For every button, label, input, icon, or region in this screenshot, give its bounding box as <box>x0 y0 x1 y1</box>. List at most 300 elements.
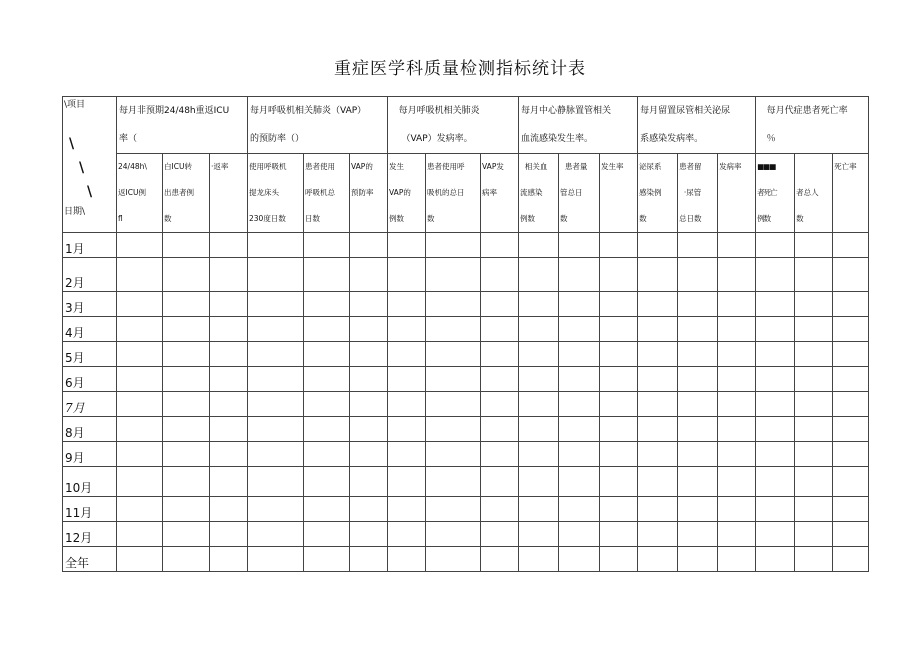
data-cell[interactable] <box>388 497 426 522</box>
data-cell[interactable] <box>718 367 756 392</box>
data-cell[interactable] <box>117 292 163 317</box>
data-cell[interactable] <box>210 442 248 467</box>
data-cell[interactable] <box>426 233 481 258</box>
data-cell[interactable] <box>718 342 756 367</box>
sub-header-cell <box>388 154 426 233</box>
month-label: 6月 <box>63 367 117 392</box>
data-cell[interactable] <box>350 497 388 522</box>
data-cell[interactable] <box>426 367 481 392</box>
data-cell[interactable] <box>678 342 718 367</box>
sub-header-cell <box>833 154 869 233</box>
data-cell[interactable] <box>519 442 559 467</box>
data-cell[interactable] <box>795 497 833 522</box>
data-cell[interactable] <box>678 522 718 547</box>
data-cell[interactable] <box>833 522 869 547</box>
data-cell[interactable] <box>210 292 248 317</box>
data-cell[interactable] <box>388 317 426 342</box>
data-cell[interactable] <box>163 497 210 522</box>
data-cell[interactable] <box>426 547 481 572</box>
data-cell[interactable] <box>388 392 426 417</box>
data-cell[interactable] <box>304 467 350 497</box>
data-cell[interactable] <box>559 417 600 442</box>
data-cell[interactable] <box>638 547 678 572</box>
sub-header-text: 患者量 管总日 数 <box>560 162 588 223</box>
data-cell[interactable] <box>481 317 519 342</box>
data-cell[interactable] <box>210 547 248 572</box>
data-cell[interactable] <box>519 522 559 547</box>
data-cell[interactable] <box>756 233 795 258</box>
data-cell[interactable] <box>210 392 248 417</box>
data-cell[interactable] <box>388 417 426 442</box>
data-cell[interactable] <box>163 522 210 547</box>
group-header-g4 <box>519 97 638 154</box>
data-cell[interactable] <box>833 417 869 442</box>
data-cell[interactable] <box>718 417 756 442</box>
group-header-text: 每月呼吸机相关肺炎（VAP） 的预防率（） <box>250 106 367 144</box>
data-cell[interactable] <box>117 497 163 522</box>
group-header-text: 每月代症患者死亡率 ％ <box>766 106 848 144</box>
data-cell[interactable] <box>210 497 248 522</box>
data-cell[interactable] <box>519 258 559 292</box>
data-cell[interactable] <box>163 467 210 497</box>
data-cell[interactable] <box>600 342 638 367</box>
data-cell[interactable] <box>718 497 756 522</box>
data-cell[interactable] <box>756 467 795 497</box>
data-cell[interactable] <box>795 258 833 292</box>
table-row <box>63 233 869 258</box>
data-cell[interactable] <box>600 367 638 392</box>
data-cell[interactable] <box>350 233 388 258</box>
data-cell[interactable] <box>426 467 481 497</box>
data-cell[interactable] <box>718 392 756 417</box>
data-cell[interactable] <box>756 547 795 572</box>
data-cell[interactable] <box>117 392 163 417</box>
data-cell[interactable] <box>481 547 519 572</box>
data-cell[interactable] <box>559 317 600 342</box>
data-cell[interactable] <box>519 233 559 258</box>
data-cell[interactable] <box>678 292 718 317</box>
group-header-g2 <box>248 97 388 154</box>
data-cell[interactable] <box>210 342 248 367</box>
data-cell[interactable] <box>304 342 350 367</box>
sub-header-text: ·返率 <box>211 162 229 171</box>
month-label: 2月 <box>63 258 117 292</box>
sub-header-text: 患者使用 呼吸机总 日数 <box>305 162 336 223</box>
data-cell[interactable] <box>163 342 210 367</box>
data-cell[interactable] <box>519 547 559 572</box>
data-cell[interactable] <box>117 233 163 258</box>
data-cell[interactable] <box>833 497 869 522</box>
data-cell[interactable] <box>248 258 304 292</box>
data-cell[interactable] <box>117 258 163 292</box>
data-cell[interactable] <box>559 342 600 367</box>
sub-header-cell <box>519 154 559 233</box>
data-cell[interactable] <box>163 417 210 442</box>
data-cell[interactable] <box>163 317 210 342</box>
data-cell[interactable] <box>795 442 833 467</box>
data-cell[interactable] <box>304 317 350 342</box>
data-cell[interactable] <box>559 258 600 292</box>
data-cell[interactable] <box>304 292 350 317</box>
data-cell[interactable] <box>304 547 350 572</box>
data-cell[interactable] <box>388 342 426 367</box>
data-cell[interactable] <box>638 317 678 342</box>
data-cell[interactable] <box>350 258 388 292</box>
corner-item-label: \项目 <box>64 100 86 110</box>
corner-cell <box>63 97 117 233</box>
data-cell[interactable] <box>248 367 304 392</box>
data-cell[interactable] <box>678 233 718 258</box>
data-cell[interactable] <box>600 258 638 292</box>
table-row <box>63 417 869 442</box>
data-cell[interactable] <box>833 392 869 417</box>
data-cell[interactable] <box>481 417 519 442</box>
data-cell[interactable] <box>638 233 678 258</box>
data-cell[interactable] <box>718 317 756 342</box>
data-cell[interactable] <box>833 233 869 258</box>
data-cell[interactable] <box>795 292 833 317</box>
data-cell[interactable] <box>481 442 519 467</box>
data-cell[interactable] <box>756 258 795 292</box>
data-cell[interactable] <box>210 258 248 292</box>
sub-header-text: 患者使用呼 吸机的总日 数 <box>427 162 465 223</box>
data-cell[interactable] <box>248 547 304 572</box>
data-cell[interactable] <box>388 442 426 467</box>
data-cell[interactable] <box>117 417 163 442</box>
data-cell[interactable] <box>350 467 388 497</box>
data-cell[interactable] <box>426 442 481 467</box>
data-cell[interactable] <box>210 317 248 342</box>
data-cell[interactable] <box>600 547 638 572</box>
data-cell[interactable] <box>519 392 559 417</box>
data-cell[interactable] <box>795 417 833 442</box>
data-cell[interactable] <box>600 522 638 547</box>
data-cell[interactable] <box>833 442 869 467</box>
data-cell[interactable] <box>638 367 678 392</box>
data-cell[interactable] <box>756 367 795 392</box>
data-cell[interactable] <box>559 292 600 317</box>
data-cell[interactable] <box>519 292 559 317</box>
data-cell[interactable] <box>559 467 600 497</box>
sub-header-text: 发生率 <box>601 162 624 171</box>
data-cell[interactable] <box>117 367 163 392</box>
data-cell[interactable] <box>426 392 481 417</box>
data-cell[interactable] <box>350 367 388 392</box>
data-cell[interactable] <box>559 392 600 417</box>
data-cell[interactable] <box>600 417 638 442</box>
data-cell[interactable] <box>163 258 210 292</box>
data-cell[interactable] <box>756 292 795 317</box>
data-cell[interactable] <box>210 417 248 442</box>
sub-header-text: 发生 VAP的 例数 <box>389 162 411 223</box>
data-cell[interactable] <box>795 317 833 342</box>
data-cell[interactable] <box>678 547 718 572</box>
data-cell[interactable] <box>163 367 210 392</box>
sub-header-text: 使用呼吸机 提龙床头 230度日数 <box>249 162 287 223</box>
data-cell[interactable] <box>638 292 678 317</box>
data-cell[interactable] <box>718 442 756 467</box>
data-cell[interactable] <box>248 417 304 442</box>
data-cell[interactable] <box>678 392 718 417</box>
sub-header-text: VAP的 预防率 <box>351 162 374 197</box>
group-header-text: 每月呼吸机相关肺炎 （VAP）发病率。 <box>398 106 480 144</box>
data-cell[interactable] <box>248 233 304 258</box>
data-cell[interactable] <box>388 292 426 317</box>
sub-header-text: VAP发 病率 <box>482 162 504 197</box>
data-cell[interactable] <box>718 292 756 317</box>
data-cell[interactable] <box>600 292 638 317</box>
data-cell[interactable] <box>163 442 210 467</box>
data-cell[interactable] <box>426 292 481 317</box>
data-cell[interactable] <box>559 497 600 522</box>
data-cell[interactable] <box>638 342 678 367</box>
data-cell[interactable] <box>117 547 163 572</box>
data-cell[interactable] <box>426 317 481 342</box>
data-cell[interactable] <box>718 258 756 292</box>
data-cell[interactable] <box>600 233 638 258</box>
data-cell[interactable] <box>388 258 426 292</box>
data-cell[interactable] <box>638 442 678 467</box>
table-row <box>63 467 869 497</box>
data-cell[interactable] <box>678 417 718 442</box>
sub-header-text: ■■■ 者死亡 例数 <box>757 162 777 223</box>
data-cell[interactable] <box>756 522 795 547</box>
data-cell[interactable] <box>426 522 481 547</box>
data-cell[interactable] <box>519 367 559 392</box>
data-cell[interactable] <box>304 417 350 442</box>
data-cell[interactable] <box>350 342 388 367</box>
data-cell[interactable] <box>678 317 718 342</box>
sub-header-cell <box>248 154 304 233</box>
data-cell[interactable] <box>756 342 795 367</box>
data-cell[interactable] <box>678 367 718 392</box>
data-cell[interactable] <box>117 342 163 367</box>
data-cell[interactable] <box>304 442 350 467</box>
data-cell[interactable] <box>519 417 559 442</box>
data-cell[interactable] <box>833 258 869 292</box>
data-cell[interactable] <box>481 522 519 547</box>
data-cell[interactable] <box>600 442 638 467</box>
month-label: 9月 <box>63 442 117 467</box>
group-header-text: 每月非预期24/48h重返ICU 率（ <box>119 106 230 144</box>
data-cell[interactable] <box>304 497 350 522</box>
data-cell[interactable] <box>248 467 304 497</box>
sub-header-text: 死亡率 <box>834 162 857 171</box>
data-cell[interactable] <box>833 367 869 392</box>
data-cell[interactable] <box>210 367 248 392</box>
data-cell[interactable] <box>638 522 678 547</box>
month-label: 3月 <box>63 292 117 317</box>
data-cell[interactable] <box>678 497 718 522</box>
data-cell[interactable] <box>304 367 350 392</box>
data-cell[interactable] <box>388 467 426 497</box>
data-cell[interactable] <box>350 392 388 417</box>
data-cell[interactable] <box>304 522 350 547</box>
data-cell[interactable] <box>163 547 210 572</box>
table-row <box>63 547 869 572</box>
data-cell[interactable] <box>163 233 210 258</box>
sub-header-cell <box>350 154 388 233</box>
group-header-text: 每月中心静脉置管相关 血流感染发生率。 <box>521 106 612 144</box>
data-cell[interactable] <box>833 317 869 342</box>
table-row <box>63 258 869 292</box>
data-cell[interactable] <box>481 367 519 392</box>
data-cell[interactable] <box>481 467 519 497</box>
data-cell[interactable] <box>350 417 388 442</box>
data-cell[interactable] <box>559 522 600 547</box>
data-cell[interactable] <box>248 392 304 417</box>
data-cell[interactable] <box>638 392 678 417</box>
sub-header-cell <box>426 154 481 233</box>
sub-header-cell <box>678 154 718 233</box>
data-cell[interactable] <box>350 522 388 547</box>
data-cell[interactable] <box>388 233 426 258</box>
sub-header-text: 患者留 ·尿管 总日数 <box>679 162 702 223</box>
data-cell[interactable] <box>678 467 718 497</box>
data-cell[interactable] <box>426 497 481 522</box>
data-cell[interactable] <box>350 317 388 342</box>
table-row <box>63 317 869 342</box>
data-cell[interactable] <box>481 342 519 367</box>
data-cell[interactable] <box>756 392 795 417</box>
data-cell[interactable] <box>638 497 678 522</box>
data-cell[interactable] <box>350 442 388 467</box>
data-cell[interactable] <box>117 317 163 342</box>
data-cell[interactable] <box>388 547 426 572</box>
sub-header-cell <box>756 154 795 233</box>
data-cell[interactable] <box>248 522 304 547</box>
month-label: 8月 <box>63 417 117 442</box>
data-cell[interactable] <box>481 497 519 522</box>
data-cell[interactable] <box>833 292 869 317</box>
data-cell[interactable] <box>718 522 756 547</box>
sub-header-text: 24/48h\ 返ICU例 fl <box>118 162 147 223</box>
data-cell[interactable] <box>117 522 163 547</box>
data-cell[interactable] <box>519 497 559 522</box>
data-cell[interactable] <box>248 442 304 467</box>
table-row <box>63 342 869 367</box>
group-header-g1 <box>117 97 248 154</box>
data-cell[interactable] <box>248 342 304 367</box>
data-cell[interactable] <box>678 442 718 467</box>
sub-header-text: 白ICU转 出患者例 数 <box>164 162 194 223</box>
data-cell[interactable] <box>304 233 350 258</box>
data-cell[interactable] <box>248 317 304 342</box>
table-row <box>63 522 869 547</box>
data-cell[interactable] <box>481 258 519 292</box>
data-cell[interactable] <box>833 467 869 497</box>
data-cell[interactable] <box>795 547 833 572</box>
data-cell[interactable] <box>426 417 481 442</box>
data-cell[interactable] <box>248 292 304 317</box>
sub-header-cell <box>163 154 210 233</box>
data-cell[interactable] <box>117 442 163 467</box>
data-cell[interactable] <box>638 417 678 442</box>
data-cell[interactable] <box>426 258 481 292</box>
sub-header-cell <box>600 154 638 233</box>
sub-header-text: 泌尿系 感染例 数 <box>639 162 662 223</box>
data-cell[interactable] <box>388 367 426 392</box>
data-cell[interactable] <box>795 522 833 547</box>
data-cell[interactable] <box>519 467 559 497</box>
data-cell[interactable] <box>678 258 718 292</box>
data-cell[interactable] <box>559 442 600 467</box>
sub-header-text: 发病率 <box>719 162 742 171</box>
month-label: 10月 <box>63 467 117 497</box>
month-label: 全年 <box>63 547 117 572</box>
data-cell[interactable] <box>248 497 304 522</box>
data-cell[interactable] <box>426 342 481 367</box>
sub-header-cell <box>210 154 248 233</box>
data-cell[interactable] <box>756 417 795 442</box>
data-cell[interactable] <box>756 317 795 342</box>
data-cell[interactable] <box>210 522 248 547</box>
month-label: 1月 <box>63 233 117 258</box>
data-cell[interactable] <box>600 317 638 342</box>
data-cell[interactable] <box>350 547 388 572</box>
data-cell[interactable] <box>481 292 519 317</box>
table-row <box>63 442 869 467</box>
data-cell[interactable] <box>795 467 833 497</box>
sub-header-cell <box>718 154 756 233</box>
data-cell[interactable] <box>519 317 559 342</box>
corner-slash: \ <box>79 160 85 176</box>
group-header-g3 <box>388 97 519 154</box>
data-cell[interactable] <box>559 233 600 258</box>
data-cell[interactable] <box>718 233 756 258</box>
statistics-table <box>62 96 869 572</box>
data-cell[interactable] <box>795 367 833 392</box>
data-cell[interactable] <box>481 233 519 258</box>
data-cell[interactable] <box>117 467 163 497</box>
sub-header-cell <box>117 154 163 233</box>
data-cell[interactable] <box>833 547 869 572</box>
sub-header-cell <box>304 154 350 233</box>
data-cell[interactable] <box>756 442 795 467</box>
data-cell[interactable] <box>718 547 756 572</box>
data-cell[interactable] <box>795 233 833 258</box>
data-cell[interactable] <box>559 547 600 572</box>
data-cell[interactable] <box>210 467 248 497</box>
data-cell[interactable] <box>163 392 210 417</box>
data-cell[interactable] <box>795 342 833 367</box>
data-cell[interactable] <box>519 342 559 367</box>
sub-header-cell <box>795 154 833 233</box>
data-cell[interactable] <box>304 258 350 292</box>
data-cell[interactable] <box>795 392 833 417</box>
data-cell[interactable] <box>559 367 600 392</box>
data-cell[interactable] <box>600 467 638 497</box>
data-cell[interactable] <box>718 467 756 497</box>
data-cell[interactable] <box>600 497 638 522</box>
data-cell[interactable] <box>638 258 678 292</box>
group-header-g6 <box>756 97 869 154</box>
data-cell[interactable] <box>481 392 519 417</box>
data-cell[interactable] <box>163 292 210 317</box>
data-cell[interactable] <box>304 392 350 417</box>
table-row <box>63 367 869 392</box>
data-cell[interactable] <box>350 292 388 317</box>
data-cell[interactable] <box>600 392 638 417</box>
corner-slash: \ <box>69 136 75 152</box>
data-cell[interactable] <box>210 233 248 258</box>
data-cell[interactable] <box>756 497 795 522</box>
data-cell[interactable] <box>833 342 869 367</box>
page-title: 重症医学科质量检测指标统计表 <box>334 59 586 79</box>
data-cell[interactable] <box>638 467 678 497</box>
data-cell[interactable] <box>388 522 426 547</box>
sub-header-text: 者总人 数 <box>796 188 819 223</box>
